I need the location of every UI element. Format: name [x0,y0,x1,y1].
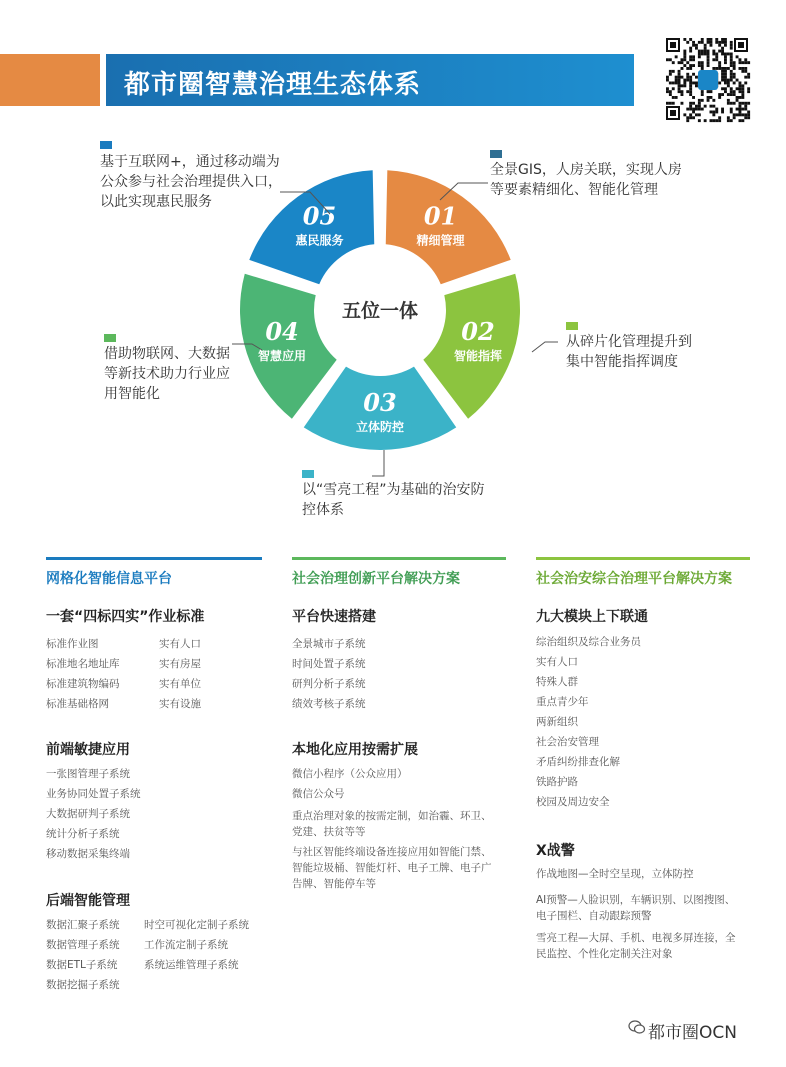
col2-s2-para2: 与社区智能终端设备连接应用如智能门禁、 智能垃圾桶、智能灯杆、电子工牌、电子广 告牌、智能停车等 [292,846,492,890]
list-item: 移动数据采集终端 [46,848,130,860]
list-item: 校园及周边安全 [536,796,610,808]
segment-label: 智慧应用 [258,348,307,363]
col1-s3-title: 后端智能管理 [46,893,130,909]
list-item: 全景城市子系统 [292,638,366,650]
note-02: 从碎片化管理提升到 集中智能指挥调度 [566,334,692,370]
segment-number: 01 [423,201,458,231]
segment-number: 02 [461,316,495,346]
col3-s1-list [536,632,641,812]
col3-title: 社会治安综合治理平台解决方案 [536,571,732,587]
note-03-marker [302,470,314,478]
page-title: 都市圈智慧治理生态体系 [124,70,422,100]
segment-number: 03 [363,388,397,417]
note-04: 借助物联网、大数据 等新技术助力行业应 用智能化 [104,346,230,402]
col1-s2-list [46,764,141,864]
list-item: 微信小程序（公众应用） [292,768,408,780]
segment-label: 惠民服务 [295,233,344,248]
note-01: 全景GIS，人房关联，实现人房 等要素精细化、智能化管理 [490,162,682,198]
segment-number: 04 [265,316,299,346]
col2-s1-title: 平台快速搭建 [292,609,376,625]
header-accent-strip [0,54,100,106]
list-item: 数据ETL子系统 [46,959,118,971]
list-item: 综治组织及综合业务员 [536,636,641,648]
note-04-marker [104,334,116,342]
list-item: 时间处置子系统 [292,658,366,670]
list-item: 标准建筑物编码 [46,678,120,690]
col1-title: 网格化智能信息平台 [46,571,172,587]
col3-s2-para2: 雪亮工程—大屏、手机、电视多屏连接，全 民监控、个性化定制关注对象 [536,932,736,960]
col3-s1-title: 九大模块上下联通 [536,609,648,625]
center-label: 五位一体 [341,300,419,322]
list-item: 时空可视化定制子系统 [144,919,249,931]
list-item: 标准地名地址库 [46,658,120,670]
qr-code-icon [664,36,752,124]
list-item: 重点青少年 [536,696,589,708]
col1-s3-right-list [144,915,249,975]
col1-s3-left-list [46,915,120,995]
list-item: 微信公众号 [292,788,345,800]
watermark-text: 都市圈OCN [648,1023,737,1043]
col3-s2-para0: 作战地图—全时空呈现，立体防控 [536,868,694,880]
note-05-marker [100,141,112,149]
col2-s1-list [292,634,366,714]
list-item: 数据汇聚子系统 [46,919,120,931]
list-item: 研判分析子系统 [292,678,366,690]
list-item: 特殊人群 [536,676,578,688]
list-item: 实有人口 [159,638,201,650]
col2-s2-list [292,764,408,804]
list-item: 标准作业图 [46,638,99,650]
list-item: 标准基础格网 [46,698,109,710]
col2-s2-para1: 重点治理对象的按需定制，如治霾、环卫、 党建、扶贫等等 [292,810,492,838]
list-item: 社会治安管理 [536,736,599,748]
segment-label: 精细管理 [416,233,465,248]
col1-s1-right-list [159,634,201,714]
note-02-marker [566,322,578,330]
note-05: 基于互联网+，通过移动端为 公众参与社会治理提供入口， 以此实现惠民服务 [100,154,282,210]
list-item: 铁路护路 [536,776,578,788]
col3-s2-title: X战警 [536,843,575,859]
list-item: 两新组织 [536,716,578,728]
col1-s1-title: 一套“四标四实”作业标准 [46,609,205,625]
segment-number: 05 [302,201,337,231]
col3-rule [536,557,750,560]
col3-s2-para1: AI预警—人脸识别，车辆识别、以图搜图、 电子围栏、自动跟踪预警 [536,894,736,922]
segment-label: 立体防控 [355,420,405,434]
list-item: 矛盾纠纷排查化解 [536,756,620,768]
list-item: 大数据研判子系统 [46,808,130,820]
list-item: 一张图管理子系统 [46,768,130,780]
col2-title: 社会治理创新平台解决方案 [292,571,460,587]
list-item: 业务协同处置子系统 [46,788,141,800]
segment-label: 智能指挥 [453,348,502,363]
list-item: 绩效考核子系统 [292,698,366,710]
list-item: 实有房屋 [159,658,201,670]
list-item: 实有设施 [159,698,201,710]
col1-rule [46,557,262,560]
col1-s1-left-list [46,634,120,714]
list-item: 实有人口 [536,656,578,668]
list-item: 统计分析子系统 [46,828,120,840]
list-item: 数据管理子系统 [46,939,120,951]
list-item: 工作流定制子系统 [144,939,228,951]
col2-rule [292,557,506,560]
note-03: 以“雪亮工程”为基础的治安防 控体系 [302,482,485,518]
note-01-marker [490,150,502,158]
list-item: 实有单位 [159,678,201,690]
list-item: 数据挖掘子系统 [46,979,120,991]
col1-s2-title: 前端敏捷应用 [46,742,130,758]
wechat-icon [628,1018,646,1036]
col2-s2-title: 本地化应用按需扩展 [292,742,418,758]
list-item: 系统运维管理子系统 [144,959,239,971]
